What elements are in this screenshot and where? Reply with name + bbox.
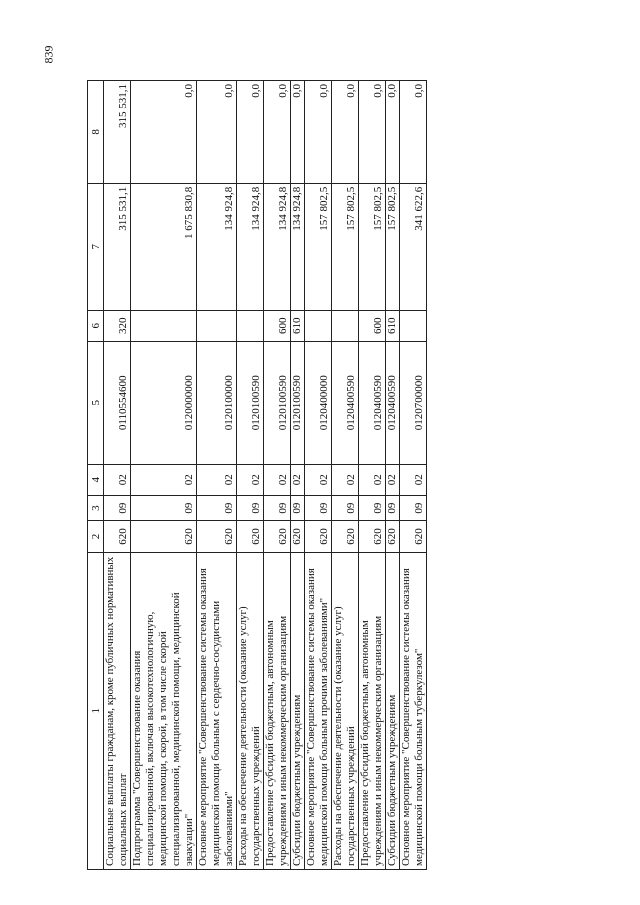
cell-subsection: 02 bbox=[400, 464, 427, 495]
cell-admin-code: 620 bbox=[131, 521, 197, 552]
cell-target-article: 0120400590 bbox=[386, 341, 400, 464]
cell-subsection: 02 bbox=[264, 464, 291, 495]
header-cell: 7 bbox=[88, 183, 104, 310]
cell-amount-federal: 0,0 bbox=[131, 81, 197, 184]
cell-subsection: 02 bbox=[332, 464, 359, 495]
cell-target-article: 0120400590 bbox=[332, 341, 359, 464]
cell-expense-type bbox=[197, 310, 237, 341]
cell-amount: 134 924,8 bbox=[197, 183, 237, 310]
cell-target-article: 0120400000 bbox=[305, 341, 332, 464]
cell-amount: 315 531,1 bbox=[104, 183, 131, 310]
cell-amount-federal: 0,0 bbox=[264, 81, 291, 184]
cell-target-article: 0120100000 bbox=[197, 341, 237, 464]
cell-section: 09 bbox=[197, 495, 237, 521]
cell-expense-type: 610 bbox=[386, 310, 400, 341]
cell-amount-federal: 0,0 bbox=[291, 81, 305, 184]
cell-subsection: 02 bbox=[131, 464, 197, 495]
cell-section: 09 bbox=[386, 495, 400, 521]
cell-admin-code: 620 bbox=[332, 521, 359, 552]
cell-expense-type bbox=[400, 310, 427, 341]
header-cell: 8 bbox=[88, 81, 104, 184]
cell-expense-type: 600 bbox=[264, 310, 291, 341]
row-name: Предоставление субсидий бюджетным, автономным учреждениям и иным некоммерческим организациям bbox=[359, 552, 386, 869]
header-cell: 6 bbox=[88, 310, 104, 341]
table-row bbox=[359, 81, 386, 870]
cell-amount: 134 924,8 bbox=[291, 183, 305, 310]
page-number bbox=[34, 36, 64, 72]
row-name: Субсидии бюджетным учреждениям bbox=[386, 552, 400, 869]
table-row bbox=[264, 81, 291, 870]
cell-section: 09 bbox=[291, 495, 305, 521]
cell-amount: 1 675 830,8 bbox=[131, 183, 197, 310]
cell-expense-type bbox=[237, 310, 264, 341]
row-name: Основное мероприятие "Совершенствование системы оказания медицинской помощи больным туберкулезом" bbox=[400, 552, 427, 869]
cell-section: 09 bbox=[359, 495, 386, 521]
row-name: Расходы на обеспечение деятельности (оказание услуг) государственных учреждений bbox=[332, 552, 359, 869]
cell-subsection: 02 bbox=[305, 464, 332, 495]
table-row bbox=[197, 81, 237, 870]
row-name: Социальные выплаты гражданам, кроме публичных нормативных социальных выплат bbox=[104, 552, 131, 869]
cell-admin-code: 620 bbox=[359, 521, 386, 552]
cell-amount-federal: 0,0 bbox=[305, 81, 332, 184]
header-cell: 5 bbox=[88, 341, 104, 464]
row-name: Основное мероприятие "Совершенствование системы оказания медицинской помощи больным с сердечно-сосудистыми заболеваниями" bbox=[197, 552, 237, 869]
cell-admin-code: 620 bbox=[197, 521, 237, 552]
cell-admin-code: 620 bbox=[237, 521, 264, 552]
cell-amount: 157 802,5 bbox=[386, 183, 400, 310]
cell-target-article: 0120100590 bbox=[237, 341, 264, 464]
cell-expense-type: 610 bbox=[291, 310, 305, 341]
cell-expense-type bbox=[332, 310, 359, 341]
cell-subsection: 02 bbox=[291, 464, 305, 495]
cell-expense-type: 320 bbox=[104, 310, 131, 341]
header-cell: 2 bbox=[88, 521, 104, 552]
cell-subsection: 02 bbox=[359, 464, 386, 495]
cell-amount-federal: 0,0 bbox=[359, 81, 386, 184]
rotated-table-wrapper bbox=[87, 80, 562, 870]
cell-amount-federal: 0,0 bbox=[332, 81, 359, 184]
cell-amount: 134 924,8 bbox=[264, 183, 291, 310]
table-row bbox=[332, 81, 359, 870]
cell-admin-code: 620 bbox=[264, 521, 291, 552]
row-name: Основное мероприятие "Совершенствование системы оказания медицинской помощи больным прочими заболеваниями" bbox=[305, 552, 332, 869]
cell-expense-type: 600 bbox=[359, 310, 386, 341]
cell-target-article: 0110554600 bbox=[104, 341, 131, 464]
budget-table bbox=[87, 80, 427, 870]
cell-section: 09 bbox=[400, 495, 427, 521]
cell-amount: 134 924,8 bbox=[237, 183, 264, 310]
table-row bbox=[305, 81, 332, 870]
header-cell: 3 bbox=[88, 495, 104, 521]
cell-amount-federal: 0,0 bbox=[386, 81, 400, 184]
header-cell: 4 bbox=[88, 464, 104, 495]
cell-amount-federal: 0,0 bbox=[400, 81, 427, 184]
cell-amount-federal: 315 531,1 bbox=[104, 81, 131, 184]
cell-section: 09 bbox=[237, 495, 264, 521]
cell-amount: 341 622,6 bbox=[400, 183, 427, 310]
header-cell: 1 bbox=[88, 552, 104, 869]
cell-subsection: 02 bbox=[104, 464, 131, 495]
cell-target-article: 0120700000 bbox=[400, 341, 427, 464]
row-name: Подпрограмма "Совершенствование оказания специализированной, включая высокотехнологичную, медицинской помощи, скорой, в том числе скорой специализированной, медицинской помощи, медицинской эвакуации" bbox=[131, 552, 197, 869]
cell-target-article: 0120400590 bbox=[359, 341, 386, 464]
cell-amount: 157 802,5 bbox=[305, 183, 332, 310]
row-name: Субсидии бюджетным учреждениям bbox=[291, 552, 305, 869]
cell-admin-code: 620 bbox=[104, 521, 131, 552]
cell-admin-code: 620 bbox=[400, 521, 427, 552]
cell-amount: 157 802,5 bbox=[332, 183, 359, 310]
table-row bbox=[104, 81, 131, 870]
cell-admin-code: 620 bbox=[291, 521, 305, 552]
cell-expense-type bbox=[305, 310, 332, 341]
cell-target-article: 0120100590 bbox=[264, 341, 291, 464]
cell-admin-code: 620 bbox=[386, 521, 400, 552]
cell-target-article: 0120000000 bbox=[131, 341, 197, 464]
cell-amount: 157 802,5 bbox=[359, 183, 386, 310]
cell-subsection: 02 bbox=[197, 464, 237, 495]
row-name: Предоставление субсидий бюджетным, автономным учреждениям и иным некоммерческим организациям bbox=[264, 552, 291, 869]
cell-section: 09 bbox=[305, 495, 332, 521]
cell-amount-federal: 0,0 bbox=[197, 81, 237, 184]
table-row bbox=[131, 81, 197, 870]
row-name: Расходы на обеспечение деятельности (оказание услуг) государственных учреждений bbox=[237, 552, 264, 869]
cell-section: 09 bbox=[332, 495, 359, 521]
table-row bbox=[291, 81, 305, 870]
cell-subsection: 02 bbox=[237, 464, 264, 495]
table-row bbox=[400, 81, 427, 870]
cell-amount-federal: 0,0 bbox=[237, 81, 264, 184]
cell-section: 09 bbox=[104, 495, 131, 521]
table-row bbox=[386, 81, 400, 870]
table-row bbox=[237, 81, 264, 870]
cell-section: 09 bbox=[131, 495, 197, 521]
cell-admin-code: 620 bbox=[305, 521, 332, 552]
cell-section: 09 bbox=[264, 495, 291, 521]
cell-subsection: 02 bbox=[386, 464, 400, 495]
page-number-text: 839 bbox=[41, 45, 56, 63]
cell-target-article: 0120100590 bbox=[291, 341, 305, 464]
cell-expense-type bbox=[131, 310, 197, 341]
header-row bbox=[88, 81, 104, 870]
